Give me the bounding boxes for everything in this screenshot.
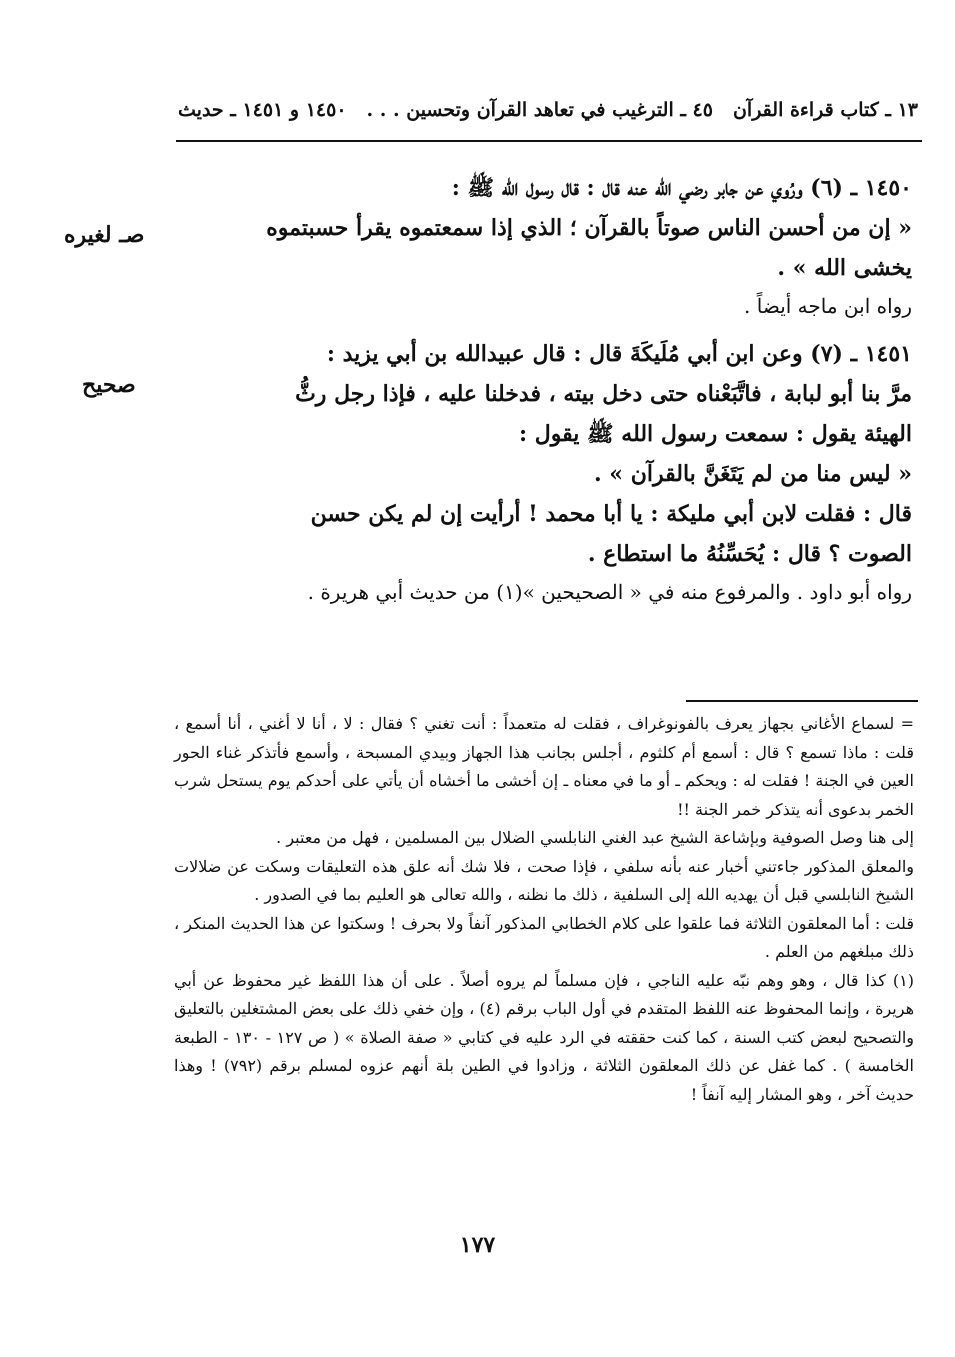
hadith-1450-text-1: « إن من أحسن الناس صوتاً بالقرآن ؛ الذي إذا سمعتموه يقرأ حسبتموه bbox=[266, 215, 912, 241]
footnote-divider bbox=[686, 700, 918, 702]
hadith-1450-source: رواه ابن ماجه أيضاً . bbox=[744, 294, 912, 318]
hadith-1451-text-4: قال : فقلت لابن أبي مليكة : يا أبا محمد ! أرأيت إن لم يكن حسن bbox=[310, 501, 912, 527]
footnote-paragraph: قلت : أما المعلقون الثلاثة فما علقوا على كلام الخطابي المذكور آنفاً ولا بحرف ! وسكتوا عن هذا الحديث المنكر ، ذلك مبلغهم من العلم . bbox=[174, 913, 914, 961]
hadith-1451-source: رواه أبو داود . والمرفوع منه في « الصحيحين »(١) من حديث أبي هريرة . bbox=[307, 580, 912, 604]
hadith-1451-text-2: الهيئة يقول : سمعت رسول الله ﷺ يقول : bbox=[519, 421, 912, 447]
hadith-1451-intro: ١٤٥١ ـ (٧) وعن ابن أبي مُلَيكَةَ قال : قال عبيدالله بن أبي يزيد : bbox=[326, 341, 912, 367]
spacer bbox=[176, 324, 912, 334]
header-chapter: ١٣ ـ كتاب قراءة القرآن bbox=[732, 99, 918, 121]
grade-hadith-1450: صـ لغيره bbox=[64, 222, 145, 248]
hadith-1450-intro: ١٤٥٠ ـ (٦) ورُوي عن جابر رضي الله عنه قال : قال رسول الله ﷺ : bbox=[451, 175, 912, 201]
header-hadith-range: ١٤٥٠ و ١٤٥١ ـ حديث bbox=[178, 99, 347, 121]
footnote-paragraph: إلى هنا وصل الصوفية وبإشاعة الشيخ عبد الغني النابلسي الضلال بين المسلمين ، فهل من معتبر . bbox=[276, 828, 914, 847]
hadith-1451-text-1: مرَّ بنا أبو لبابة ، فاتَّبَعْناه حتى دخل بيته ، فدخلنا عليه ، فإذا رجل رثُّ bbox=[295, 381, 912, 407]
footnote-paragraph: والمعلق المذكور جاءتني أخبار عنه بأنه سلفي ، فإذا صحت ، فلا شك أنه علق هذه التعليقات وسكت عن ضلالات الشيخ النابلسي قبل أن يهديه الله إلى السلفية ، ذلك ما نظنه ، والله تعالى هو العليم بما في الصدور . bbox=[174, 856, 914, 904]
footnote-continuation: = لسماع الأغاني بجهاز يعرف بالفونوغراف ، فقلت له متعمداً : أنت تغني ؟ فقال : لا ، أنا لا أغني ، أنا أسمع ، قلت : ماذا تسمع ؟ قال : أسمع أم كلثوم ، أجلس بجانب هذا الجهاز وبيدي المسبحة ، وأسمع فأتذكر غناء الحور العين في الجنة ! فقلت له : ويحكم ـ أو ما في معناه ـ إن أخشى ما أخشاه أن يأتي على أحدكم يوم يستحل شرب الخمر بدعوى أنه يتذكر خمر الجنة !! bbox=[174, 714, 915, 819]
footnotes bbox=[174, 710, 914, 1109]
grade-hadith-1451: صحيح bbox=[82, 372, 136, 398]
main-text bbox=[176, 168, 912, 610]
header-divider bbox=[176, 140, 922, 142]
footnote-1: (١) كذا قال ، وهو وهم نبّه عليه الناجي ، فإن مسلماً لم يروه أصلاً . على أن هذا اللفظ غير محفوظ عن أبي هريرة ، وإنما المحفوظ عنه اللفظ المتقدم في أول الباب برقم (٤) ، وإن خفي ذلك على بعض المشتغلين بالتعليق والتصحيح لبعض كتب السنة ، كما كنت حققته في الرد عليه في كتابي « صفة الصلاة » ( ص ١٢٧ - ١٣٠ - الطبعة الخامسة ) . كما غفل عن ذلك المعلقون الثلاثة ، وزادوا في الطين بلة أنهم عزوه لمسلم برقم (٧٩٢) ! وهذا حديث آخر ، وهو المشار إليه آنفاً ! bbox=[174, 970, 915, 1104]
hadith-1451-text-3: « ليس منا من لم يَتَغَنَّ بالقرآن » . bbox=[593, 461, 912, 487]
hadith-1450-text-2: يخشى الله » . bbox=[777, 255, 912, 281]
header-section: ٤٥ ـ الترغيب في تعاهد القرآن وتحسين . . . bbox=[366, 99, 713, 121]
page-number: ١٧٧ bbox=[459, 1232, 496, 1258]
hadith-1451-text-5: الصوت ؟ قال : يُحَسِّنُهُ ما استطاع . bbox=[587, 541, 912, 567]
running-header bbox=[178, 92, 918, 128]
